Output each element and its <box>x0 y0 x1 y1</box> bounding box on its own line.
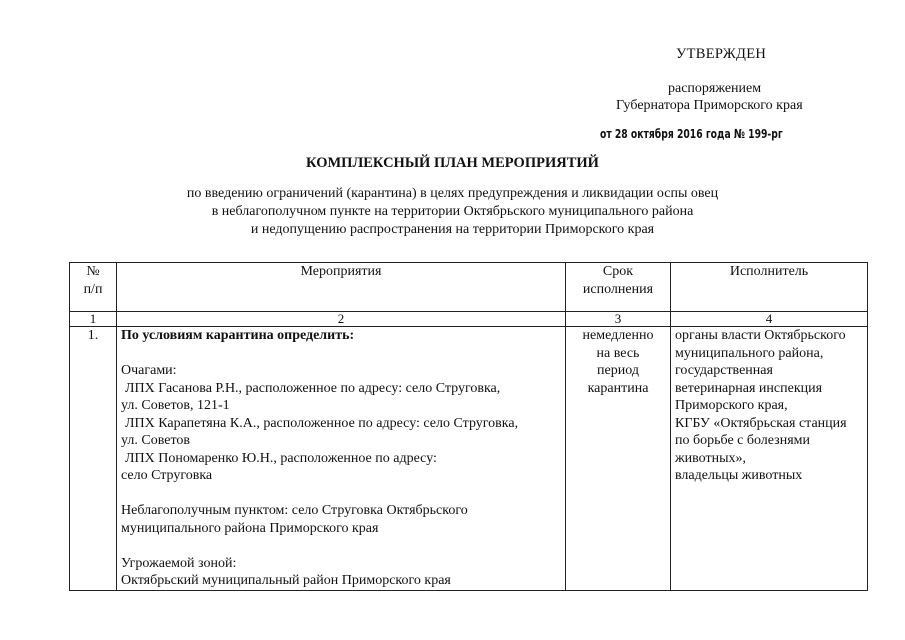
focus-line: ул. Советов, 121-1 <box>121 398 230 413</box>
subtitle-line: по введению ограничений (карантина) в целях предупреждения и ликвидации оспы овец <box>186 186 719 201</box>
column-number: 3 <box>566 312 671 327</box>
threat-zone-label: Угрожаемой зоной: <box>121 555 237 571</box>
header-num-line2: п/п <box>83 281 103 297</box>
subtitle-line: в неблагополучном пункте на территории Октябрьского муниципального района <box>211 204 694 219</box>
column-number-row <box>70 312 868 327</box>
row-number: 1. <box>70 327 117 591</box>
focus-line: ЛПХ Пономаренко Ю.Н., расположенное по адресу: <box>125 450 437 466</box>
unsafe-point-line: Неблагополучным пунктом: село Струговка Октябрьского <box>121 503 468 518</box>
order-date: от 28 октября 2016 года № 199-рг <box>600 126 783 141</box>
executor-line: органы власти Октябрьского <box>675 328 846 343</box>
executor-line: государственная <box>675 363 773 378</box>
focus-line: село Струговка <box>121 468 213 483</box>
plan-table <box>69 262 868 591</box>
header-num <box>70 263 117 312</box>
executor-line: владельцы животных <box>675 468 803 483</box>
header-row <box>70 263 868 312</box>
executor-line: ветеринарная инспекция <box>675 380 823 396</box>
focus-line: ул. Советов <box>121 433 190 448</box>
deadline-line: карантина <box>587 380 649 396</box>
row-heading: По условиям карантина определить: <box>121 328 355 343</box>
row-deadline <box>566 327 671 591</box>
column-number: 4 <box>671 312 868 327</box>
row-executor <box>671 327 868 591</box>
header-deadline-line2: исполнения <box>582 281 654 297</box>
focus-line: ЛПХ Карапетяна К.А., расположенное по адресу: село Струговка, <box>125 415 519 431</box>
focus-line: ЛПХ Гасанова Р.Н., расположенное по адресу: село Струговка, <box>125 380 501 396</box>
executor-line: Приморского края, <box>675 398 788 413</box>
table-row <box>70 327 868 591</box>
executor-line: КГБУ «Октябрьская станция <box>675 415 847 431</box>
header-deadline <box>566 263 671 312</box>
header-num-line1: № <box>86 264 100 279</box>
deadline-line: на весь <box>596 345 640 361</box>
header-deadline-line1: Срок <box>602 264 634 279</box>
header-executor: Исполнитель <box>671 263 868 312</box>
row-activities <box>117 327 566 591</box>
document-title: КОМПЛЕКСНЫЙ ПЛАН МЕРОПРИЯТИЙ <box>306 155 599 171</box>
document-subtitle <box>0 185 905 239</box>
threat-zone: Октябрьский муниципальный район Приморского края <box>121 573 451 588</box>
approved-stamp: УТВЕРЖДЕН <box>676 46 767 62</box>
deadline-line: период <box>597 363 639 378</box>
order-line-1: распоряжением <box>668 81 762 96</box>
subtitle-line: и недопущению распространения на территории Приморского края <box>250 222 655 237</box>
executor-line: по борьбе с болезнями <box>675 433 810 448</box>
executor-line: животных», <box>675 450 747 466</box>
deadline-line: немедленно <box>582 328 654 343</box>
header-activities: Мероприятия <box>117 263 566 312</box>
executor-line: муниципального района, <box>675 345 824 361</box>
column-number: 2 <box>117 312 566 327</box>
unsafe-point-line: муниципального района Приморского края <box>121 520 379 536</box>
column-number: 1 <box>70 312 117 327</box>
foci-label: Очагами: <box>121 363 177 378</box>
order-line-2: Губернатора Приморского края <box>616 98 803 113</box>
